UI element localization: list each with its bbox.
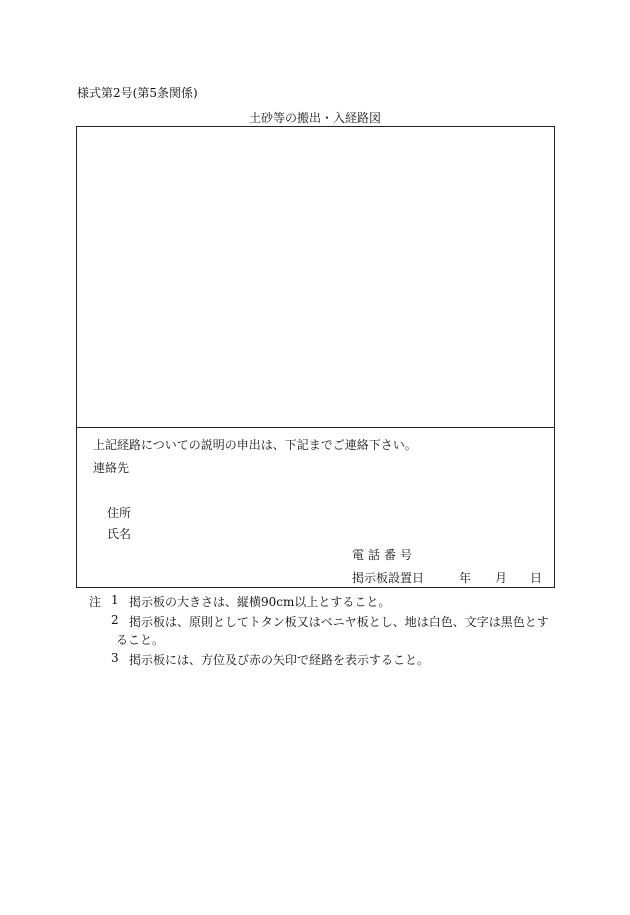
contact-section xyxy=(77,428,554,588)
contact-intro: 上記経路についての説明の申出は、下記までご連絡下さい。 xyxy=(93,438,417,452)
name-label: 氏名 xyxy=(107,527,132,541)
document-title: 土砂等の搬出・入経路図 xyxy=(248,111,381,125)
note-text-continued: ること。 xyxy=(116,633,165,647)
note-text: 掲示板の大きさは、縦横90cm以上とすること。 xyxy=(129,595,391,609)
year-label: 年 xyxy=(459,571,472,585)
note-number: 2 xyxy=(111,613,119,627)
notes-heading: 注 xyxy=(89,595,102,609)
note-text: 掲示板は、原則としてトタン板又はベニヤ板とし、地は白色、文字は黒色とす xyxy=(129,615,549,629)
route-map-frame xyxy=(76,126,555,588)
contact-label: 連絡先 xyxy=(93,461,130,475)
installation-date-label: 掲示板設置日 xyxy=(352,571,425,585)
route-map-area xyxy=(77,127,554,428)
note-number: 3 xyxy=(111,651,119,665)
month-label: 月 xyxy=(495,571,508,585)
phone-label: 電話番号 xyxy=(352,548,417,562)
form-number: 様式第2号(第5条関係) xyxy=(77,86,198,100)
note-text: 掲示板には、方位及び赤の矢印で経路を表示すること。 xyxy=(129,653,430,667)
day-label: 日 xyxy=(530,571,543,585)
note-number: 1 xyxy=(111,593,119,607)
address-label: 住所 xyxy=(107,506,132,520)
